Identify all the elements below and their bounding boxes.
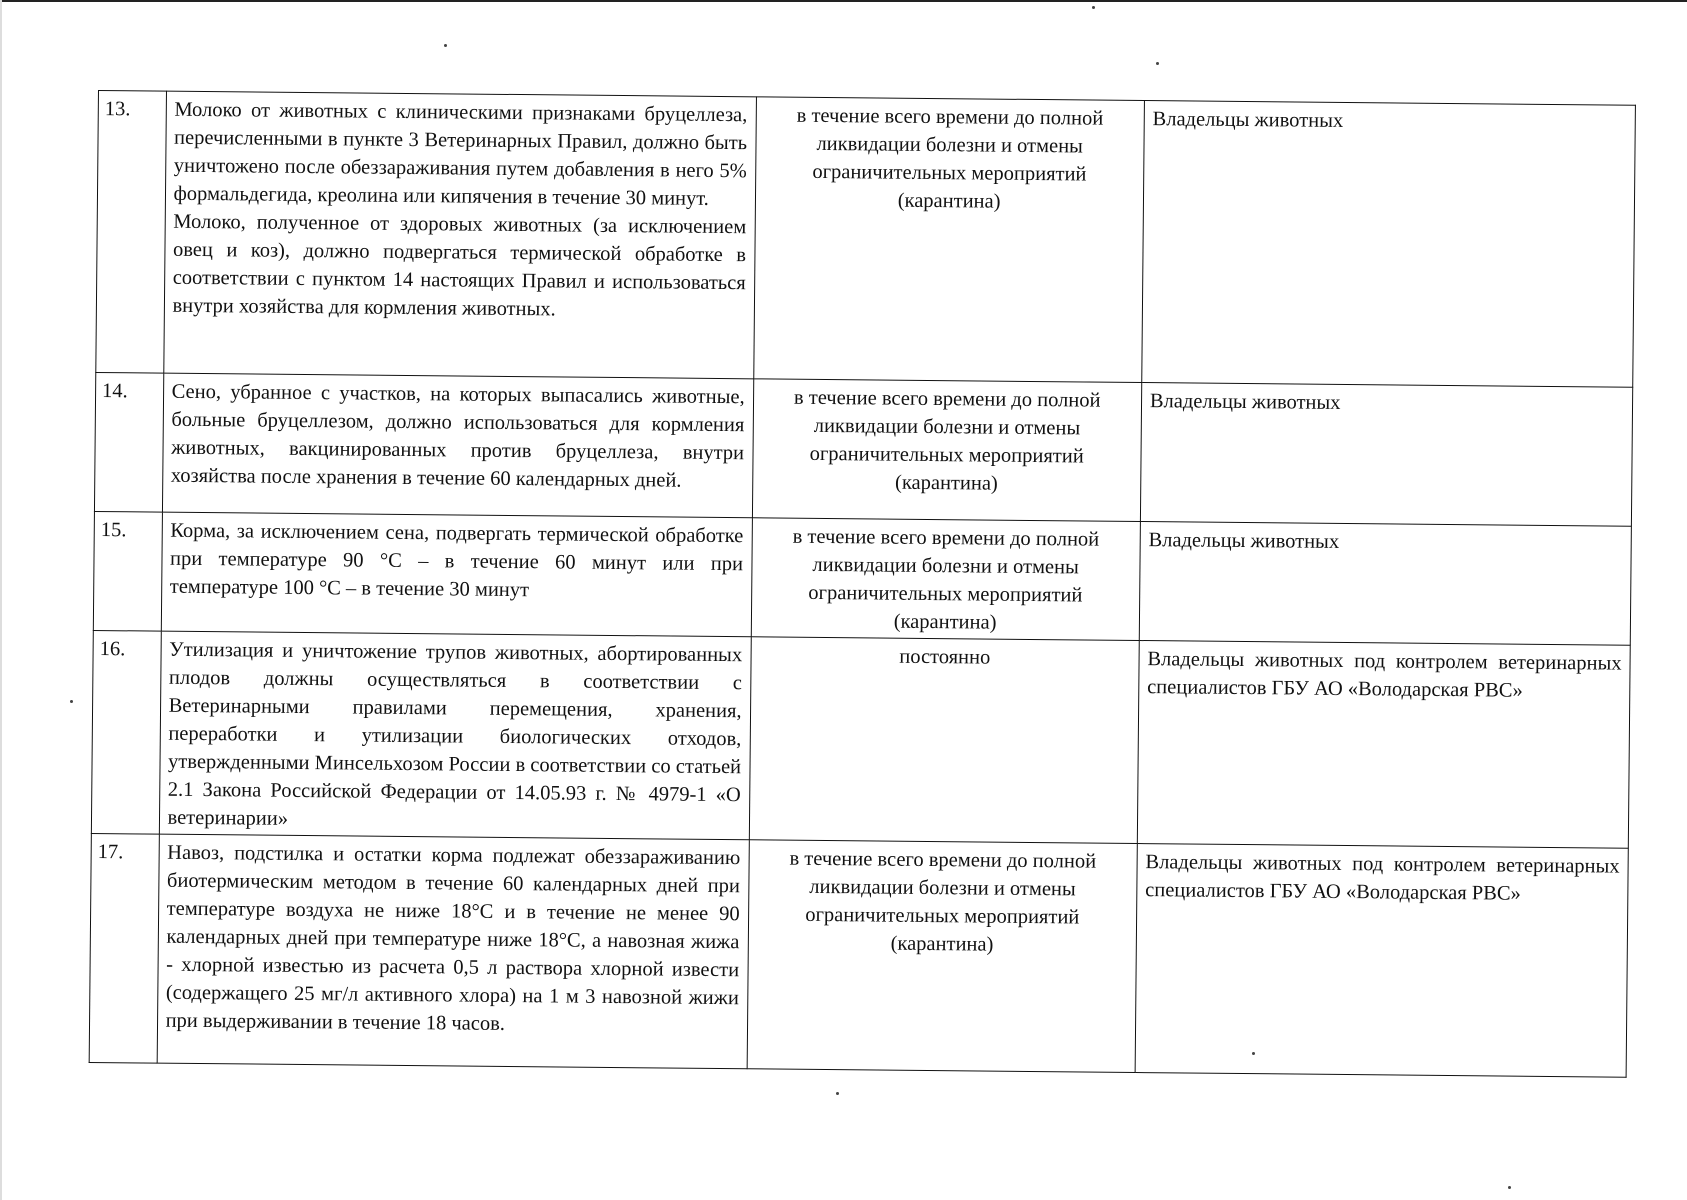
measure-paragraph: Сено, убранное с участков, на которых выпасались животные, больные бруцеллезом, должно использоваться для кормления животных, вакцинированных против бруцеллеза, внутри хозяйства после хранения в течение 60 календарных дней. [170, 380, 745, 492]
deadline-cell: в течение всего времени до полной ликвидации болезни и отмены ограничительных мероприятий (карантина) [752, 379, 1142, 522]
measure-cell [157, 834, 749, 1069]
top-scan-edge [0, 0, 1687, 2]
measure-paragraph: Молоко от животных с клиническими признаками бруцеллеза, перечисленными в пункте 3 Ветеринарных Правил, должно быть уничтожено после обеззараживания путем добавления в него 5% формальдегида, креолина или кипячения в течение 30 минут. [173, 98, 748, 210]
table-row [89, 833, 1628, 1077]
table-row [93, 511, 1631, 645]
responsible-cell: Владельцы животных под контролем ветеринарных специалистов ГБУ АО «Володарская РВС» [1135, 844, 1628, 1078]
row-number: 13. [96, 91, 166, 374]
deadline-cell: постоянно [749, 637, 1139, 844]
measure-paragraph: Навоз, подстилка и остатки корма подлежат обеззараживанию биотермическим методом в течение 60 календарных дней при температуре воздуха не ниже 18°С и в течение не менее 90 календарных дней при температуре ниже 18°С, а навозная жижа - хлорной известью из расчета 0,5 л раствора хлорной извести (содержащего 25 мг/л активного хлора) на 1 м 3 навозной жижи при выдерживании в течение 18 часов. [165, 841, 741, 1035]
responsible-cell: Владельцы животных [1140, 383, 1632, 527]
measure-paragraph: Корма, за исключением сена, подвергать термической обработке при температуре 90 °С – в течение 60 минут или при температуре 100 °С – в течение 30 минут [169, 519, 744, 602]
row-number: 15. [93, 511, 162, 631]
scan-speck [1252, 1052, 1255, 1055]
scan-speck [70, 700, 73, 703]
row-number: 16. [91, 630, 161, 834]
measure-paragraph: Утилизация и уничтожение трупов животных, абортированных плодов должны осуществляться в соответствии с Ветеринарными правилами перемещения, хранения, переработки и утилизации биологических отходов, утвержденными Минсельхозом России в соответствии со статьей 2.1 Закона Российской Федерации от 14.05.93 г. № 4979-1 «О ветеринарии» [167, 638, 743, 830]
responsible-cell: Владельцы животных под контролем ветеринарных специалистов ГБУ АО «Володарская РВС» [1137, 641, 1630, 849]
deadline-cell: в течение всего времени до полной ликвидации болезни и отмены ограничительных мероприятий (карантина) [751, 518, 1140, 641]
left-scan-edge [0, 0, 2, 1200]
measure-cell [163, 91, 756, 379]
deadline-cell: в течение всего времени до полной ликвидации болезни и отмены ограничительных мероприятий (карантина) [753, 97, 1144, 383]
scan-speck [444, 44, 447, 47]
measures-table [89, 90, 1636, 1078]
responsible-cell: Владельцы животных [1139, 522, 1631, 646]
table-row [94, 372, 1632, 526]
scan-speck [1156, 62, 1159, 65]
row-number: 17. [89, 833, 159, 1063]
scan-speck [836, 1092, 839, 1095]
table-row [91, 630, 1630, 848]
scan-speck [1092, 6, 1095, 9]
measure-paragraph: Молоко, полученное от здоровых животных (за исключением овец и коз), должно подвергаться термической обработке в соответствии с пунктом 14 настоящих Правил и использоваться внутри хозяйства для кормления животных. [172, 210, 747, 321]
measure-cell [162, 373, 753, 518]
deadline-cell: в течение всего времени до полной ликвидации болезни и отмены ограничительных мероприятий (карантина) [747, 840, 1137, 1073]
responsible-cell: Владельцы животных [1142, 101, 1636, 388]
row-number: 14. [94, 372, 163, 512]
scan-speck [1508, 1186, 1511, 1189]
measure-cell [161, 512, 752, 637]
table-row [96, 91, 1636, 388]
measure-cell [159, 631, 751, 840]
